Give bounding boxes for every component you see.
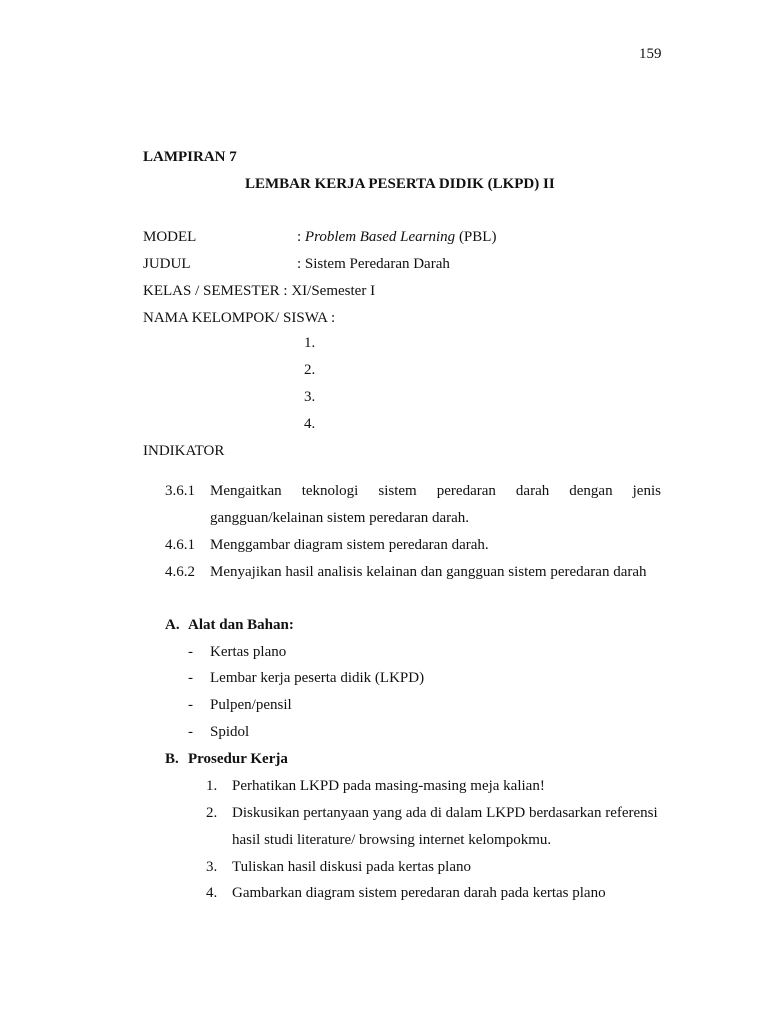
step-number: 3. (206, 859, 218, 875)
step-text: Perhatikan LKPD pada masing-masing meja kalian! (232, 778, 545, 794)
list-item: Kertas plano (210, 644, 287, 660)
indikator-text-line2: gangguan/kelainan sistem peredaran darah. (210, 510, 470, 526)
step-text: Tuliskan hasil diskusi pada kertas plano (232, 859, 472, 875)
member-number: 4. (304, 416, 316, 432)
word: jenis (632, 483, 661, 499)
word: sistem (378, 483, 417, 499)
word: peredaran (436, 483, 496, 499)
model-label: MODEL (143, 229, 197, 245)
step-text: Diskusikan pertanyaan yang ada di dalam LKPD berdasarkan referensi (232, 805, 658, 821)
indikator-code: 3.6.1 (165, 483, 195, 499)
section-b-letter: B. (165, 751, 179, 767)
judul-value: : Sistem Peredaran Darah (297, 256, 450, 272)
indikator-text: Menggambar diagram sistem peredaran darah. (210, 537, 489, 553)
member-number: 1. (304, 335, 316, 351)
bullet-dash: - (188, 697, 193, 713)
list-item: Pulpen/pensil (210, 697, 292, 713)
judul-label: JUDUL (143, 256, 191, 272)
bullet-dash: - (188, 644, 193, 660)
kelas-semester-line: KELAS / SEMESTER : XI/Semester I (143, 283, 376, 299)
step-text-continued: hasil studi literature/ browsing internet kelompokmu. (232, 832, 552, 848)
model-value (297, 228, 496, 246)
model-separator: : (297, 229, 302, 245)
word: dengan (569, 483, 613, 499)
step-number: 1. (206, 778, 218, 794)
indikator-heading: INDIKATOR (143, 443, 225, 459)
indikator-code: 4.6.1 (165, 537, 195, 553)
indikator-text-line1 (210, 482, 661, 500)
page-number: 159 (639, 46, 662, 62)
section-b-heading: Prosedur Kerja (188, 751, 288, 767)
bullet-dash: - (188, 724, 193, 740)
word: teknologi (301, 483, 359, 499)
appendix-label: LAMPIRAN 7 (143, 149, 237, 165)
document-title: LEMBAR KERJA PESERTA DIDIK (LKPD) II (245, 176, 555, 192)
model-value-italic: Problem Based Learning (304, 229, 456, 245)
indikator-code: 4.6.2 (165, 564, 195, 580)
step-number: 4. (206, 885, 218, 901)
member-number: 2. (304, 362, 316, 378)
word: Mengaitkan (210, 483, 282, 499)
step-number: 2. (206, 805, 218, 821)
step-text: Gambarkan diagram sistem peredaran darah pada kertas plano (232, 885, 606, 901)
list-item: Spidol (210, 724, 250, 740)
indikator-text: Menyajikan hasil analisis kelainan dan gangguan sistem peredaran darah (210, 564, 647, 580)
kelompok-label: NAMA KELOMPOK/ SISWA : (143, 310, 336, 326)
bullet-dash: - (188, 670, 193, 686)
section-a-letter: A. (165, 617, 180, 633)
word: darah (515, 483, 550, 499)
list-item: Lembar kerja peserta didik (LKPD) (210, 670, 425, 686)
member-number: 3. (304, 389, 316, 405)
section-a-heading: Alat dan Bahan: (188, 617, 294, 633)
model-value-rest: (PBL) (458, 229, 497, 245)
